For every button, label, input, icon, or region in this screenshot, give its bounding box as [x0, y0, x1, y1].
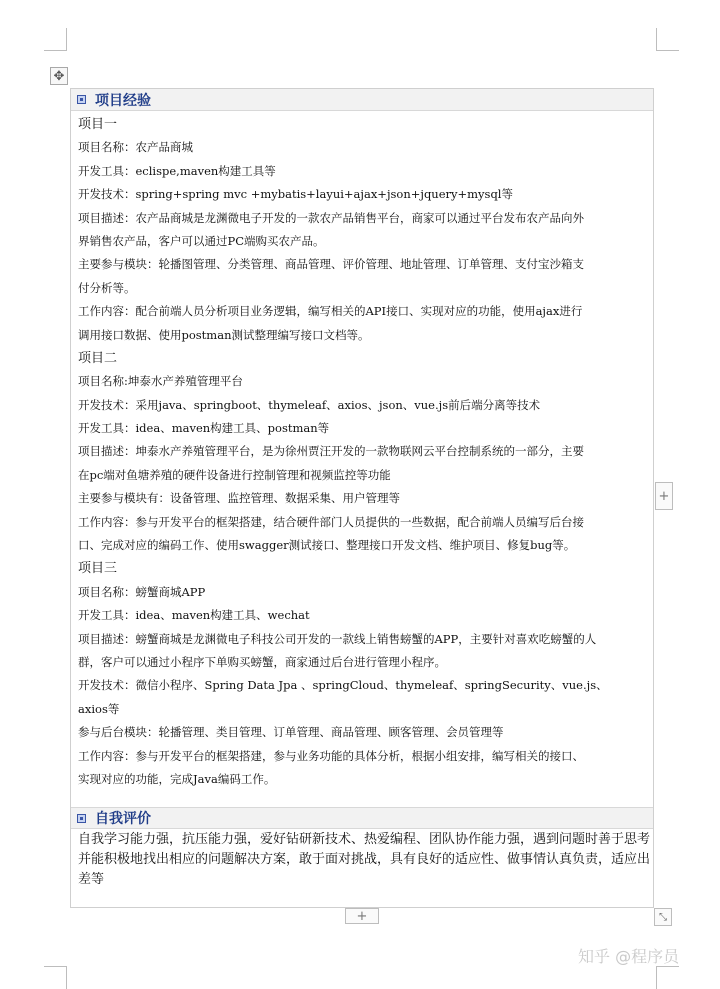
experience-line: 开发工具：eclispe,maven构建工具等: [78, 163, 276, 178]
plus-icon: +: [356, 908, 368, 924]
section-header-self-evaluation: [71, 807, 653, 829]
experience-line: 工作内容：参与开发平台的框架搭建，参与业务功能的具体分析，根据小组安排，编写相关的接口、: [78, 748, 584, 763]
experience-line: 开发技术：采用java、springboot、thymeleaf、axios、json、vue.js前后端分离等技术: [78, 397, 541, 412]
self-evaluation-text[interactable]: 自我学习能力强，抗压能力强，爱好钻研新技术、热爱编程、团队协作能力强，遇到问题时善于思考并能积极地找出相应的问题解决方案，敢于面对挑战，具有良好的适应性、做事情认真负责，适应出差等: [78, 832, 651, 887]
experience-line: 界销售农产品，客户可以通过PC端购买农产品。: [78, 233, 325, 248]
experience-line: axios等: [78, 701, 120, 716]
experience-line: 项目描述：农产品商城是龙渊微电子开发的一款农产品销售平台，商家可以通过平台发布农产品向外: [78, 210, 584, 225]
crop-mark-top-right: [656, 28, 679, 51]
experience-line: 项目描述：坤泰水产养殖管理平台，是为徐州贾汪开发的一款物联网云平台控制系统的一部分，主要: [78, 444, 584, 459]
experience-line: 开发技术：微信小程序、Spring Data Jpa 、springCloud、thymeleaf、springSecurity、vue.js、: [78, 678, 608, 693]
watermark: 知乎 @程序员: [578, 947, 680, 966]
experience-line: 在pc端对鱼塘养殖的硬件设备进行控制管理和视频监控等功能: [78, 467, 391, 482]
plus-icon: +: [658, 488, 670, 504]
experience-line: 参与后台模块：轮播管理、类目管理、订单管理、商品管理、顾客管理、会员管理等: [78, 725, 504, 740]
section-title: 项目经验: [95, 92, 151, 109]
experience-line: 开发工具：idea、maven构建工具、postman等: [78, 421, 330, 436]
table-move-handle[interactable]: [50, 67, 68, 85]
experience-line: 项目名称：螃蟹商城APP: [78, 584, 206, 599]
experience-content[interactable]: [78, 113, 650, 791]
experience-line: 开发工具：idea、maven构建工具、wechat: [78, 608, 310, 623]
experience-line: 项目一: [78, 117, 118, 132]
experience-line: 口、完成对应的编码工作、使用swagger测试接口、整理接口开发文档、维护项目、修复bug等。: [78, 538, 576, 553]
experience-line: 项目名称：农产品商城: [78, 140, 193, 155]
crop-mark-bottom-left: [44, 966, 67, 989]
experience-line: 项目三: [78, 561, 118, 577]
experience-line: 付分析等。: [78, 280, 136, 295]
experience-line: 项目二: [78, 350, 118, 366]
experience-line: 开发技术：spring+spring mvc +mybatis+layui+ajax+json+jquery+mysql等: [78, 187, 513, 202]
add-column-button[interactable]: [655, 482, 673, 510]
experience-line: 调用接口数据、使用postman测试整理编写接口文档等。: [78, 327, 370, 342]
experience-line: 实现对应的功能，完成Java编码工作。: [78, 771, 276, 786]
experience-line: 主要参与模块：轮播图管理、分类管理、商品管理、评价管理、地址管理、订单管理、支付宝沙箱支: [78, 257, 584, 272]
section-header-experience: [71, 89, 653, 111]
experience-line: 项目名称:坤泰水产养殖管理平台: [78, 374, 243, 389]
section-marker-icon: [77, 814, 86, 823]
crop-mark-bottom-right: [656, 966, 679, 989]
crop-mark-top-left: [44, 28, 67, 51]
resize-arrows-icon: ⤡: [659, 911, 667, 923]
experience-line: 工作内容：配合前端人员分析项目业务逻辑，编写相关的API接口、实现对应的功能，使用ajax进行: [78, 304, 583, 319]
section-title: 自我评价: [95, 811, 151, 827]
experience-line: 群，客户可以通过小程序下单购买螃蟹，商家通过后台进行管理小程序。: [78, 654, 446, 669]
move-cross-icon: ✥: [53, 68, 65, 84]
add-row-button[interactable]: [345, 908, 379, 924]
experience-line: 主要参与模块有：设备管理、监控管理、数据采集、用户管理等: [78, 491, 400, 506]
section-marker-icon: [77, 95, 86, 104]
table-resize-handle[interactable]: [654, 908, 672, 926]
experience-line: 项目描述：螃蟹商城是龙渊微电子科技公司开发的一款线上销售螃蟹的APP，主要针对喜欢吃螃蟹的人: [78, 631, 597, 646]
experience-line: 工作内容：参与开发平台的框架搭建，结合硬件部门人员提供的一些数据，配合前端人员编写后台接: [78, 514, 584, 529]
